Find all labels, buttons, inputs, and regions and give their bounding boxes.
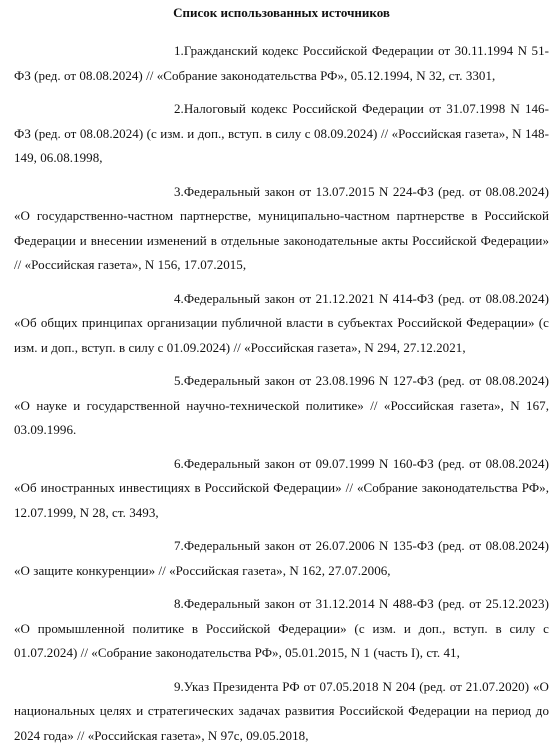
reference-text: Гражданский кодекс Российской Федерации от 30.11.1994 N 51-ФЗ (ред. от 08.08.2024) // «Собрание законодательства РФ», 05.12.1994, N 32, ст. 3301, [14, 43, 549, 83]
reference-number: 1. [94, 39, 184, 64]
list-item [14, 534, 549, 583]
reference-text: Федеральный закон от 21.12.2021 N 414-ФЗ (ред. от 08.08.2024) «Об общих принципах организации публичной власти в субъектах Российской Федерации» (с изм. и доп., вступ. в силу с 01.09.2024) // «Российская газета», N 294, 27.12.2021, [14, 291, 549, 355]
list-item [14, 592, 549, 666]
reference-number: 7. [94, 534, 184, 559]
reference-number: 8. [94, 592, 184, 617]
reference-number: 9. [94, 675, 184, 700]
reference-text: Федеральный закон от 23.08.1996 N 127-ФЗ (ред. от 08.08.2024) «О науке и государственной научно-технической политике» // «Российская газета», N 167, 03.09.1996. [14, 373, 549, 437]
list-item [14, 452, 549, 526]
reference-number: 5. [94, 369, 184, 394]
page-title: Список использованных источников [14, 4, 549, 21]
reference-text: Указ Президента РФ от 07.05.2018 N 204 (ред. от 21.07.2020) «О национальных целях и стратегических задачах развития Российской Федерации на период до 2024 года» // «Российская газета», N 97с, 09.05.2018, [14, 679, 549, 743]
list-item [14, 39, 549, 88]
reference-number: 6. [94, 452, 184, 477]
reference-text: Федеральный закон от 13.07.2015 N 224-ФЗ (ред. от 08.08.2024) «О государственно-частном партнерстве, муниципально-частном партнерстве в Российской Федерации и внесении изменений в отдельные законодательные акты Российской Федерации» // «Российская газета», N 156, 17.07.2015, [14, 184, 549, 273]
reference-number: 2. [94, 97, 184, 122]
reference-list [14, 39, 549, 748]
list-item [14, 97, 549, 171]
list-item [14, 369, 549, 443]
list-item [14, 675, 549, 748]
reference-text: Федеральный закон от 26.07.2006 N 135-ФЗ (ред. от 08.08.2024) «О защите конкуренции» // «Российская газета», N 162, 27.07.2006, [14, 538, 549, 578]
reference-number: 3. [94, 180, 184, 205]
list-item [14, 287, 549, 361]
list-item [14, 180, 549, 278]
reference-number: 4. [94, 287, 184, 312]
reference-text: Федеральный закон от 31.12.2014 N 488-ФЗ (ред. от 25.12.2023) «О промышленной политике в Российской Федерации» (с изм. и доп., вступ. в силу с 01.07.2024) // «Собрание законодательства РФ», 05.01.2015, N 1 (часть I), ст. 41, [14, 596, 549, 660]
reference-text: Налоговый кодекс Российской Федерации от 31.07.1998 N 146-ФЗ (ред. от 08.08.2024) (с изм. и доп., вступ. в силу с 08.09.2024) // «Российская газета», N 148-149, 06.08.1998, [14, 101, 549, 165]
reference-text: Федеральный закон от 09.07.1999 N 160-ФЗ (ред. от 08.08.2024) «Об иностранных инвестициях в Российской Федерации» // «Собрание законодательства РФ», 12.07.1999, N 28, ст. 3493, [14, 456, 549, 520]
